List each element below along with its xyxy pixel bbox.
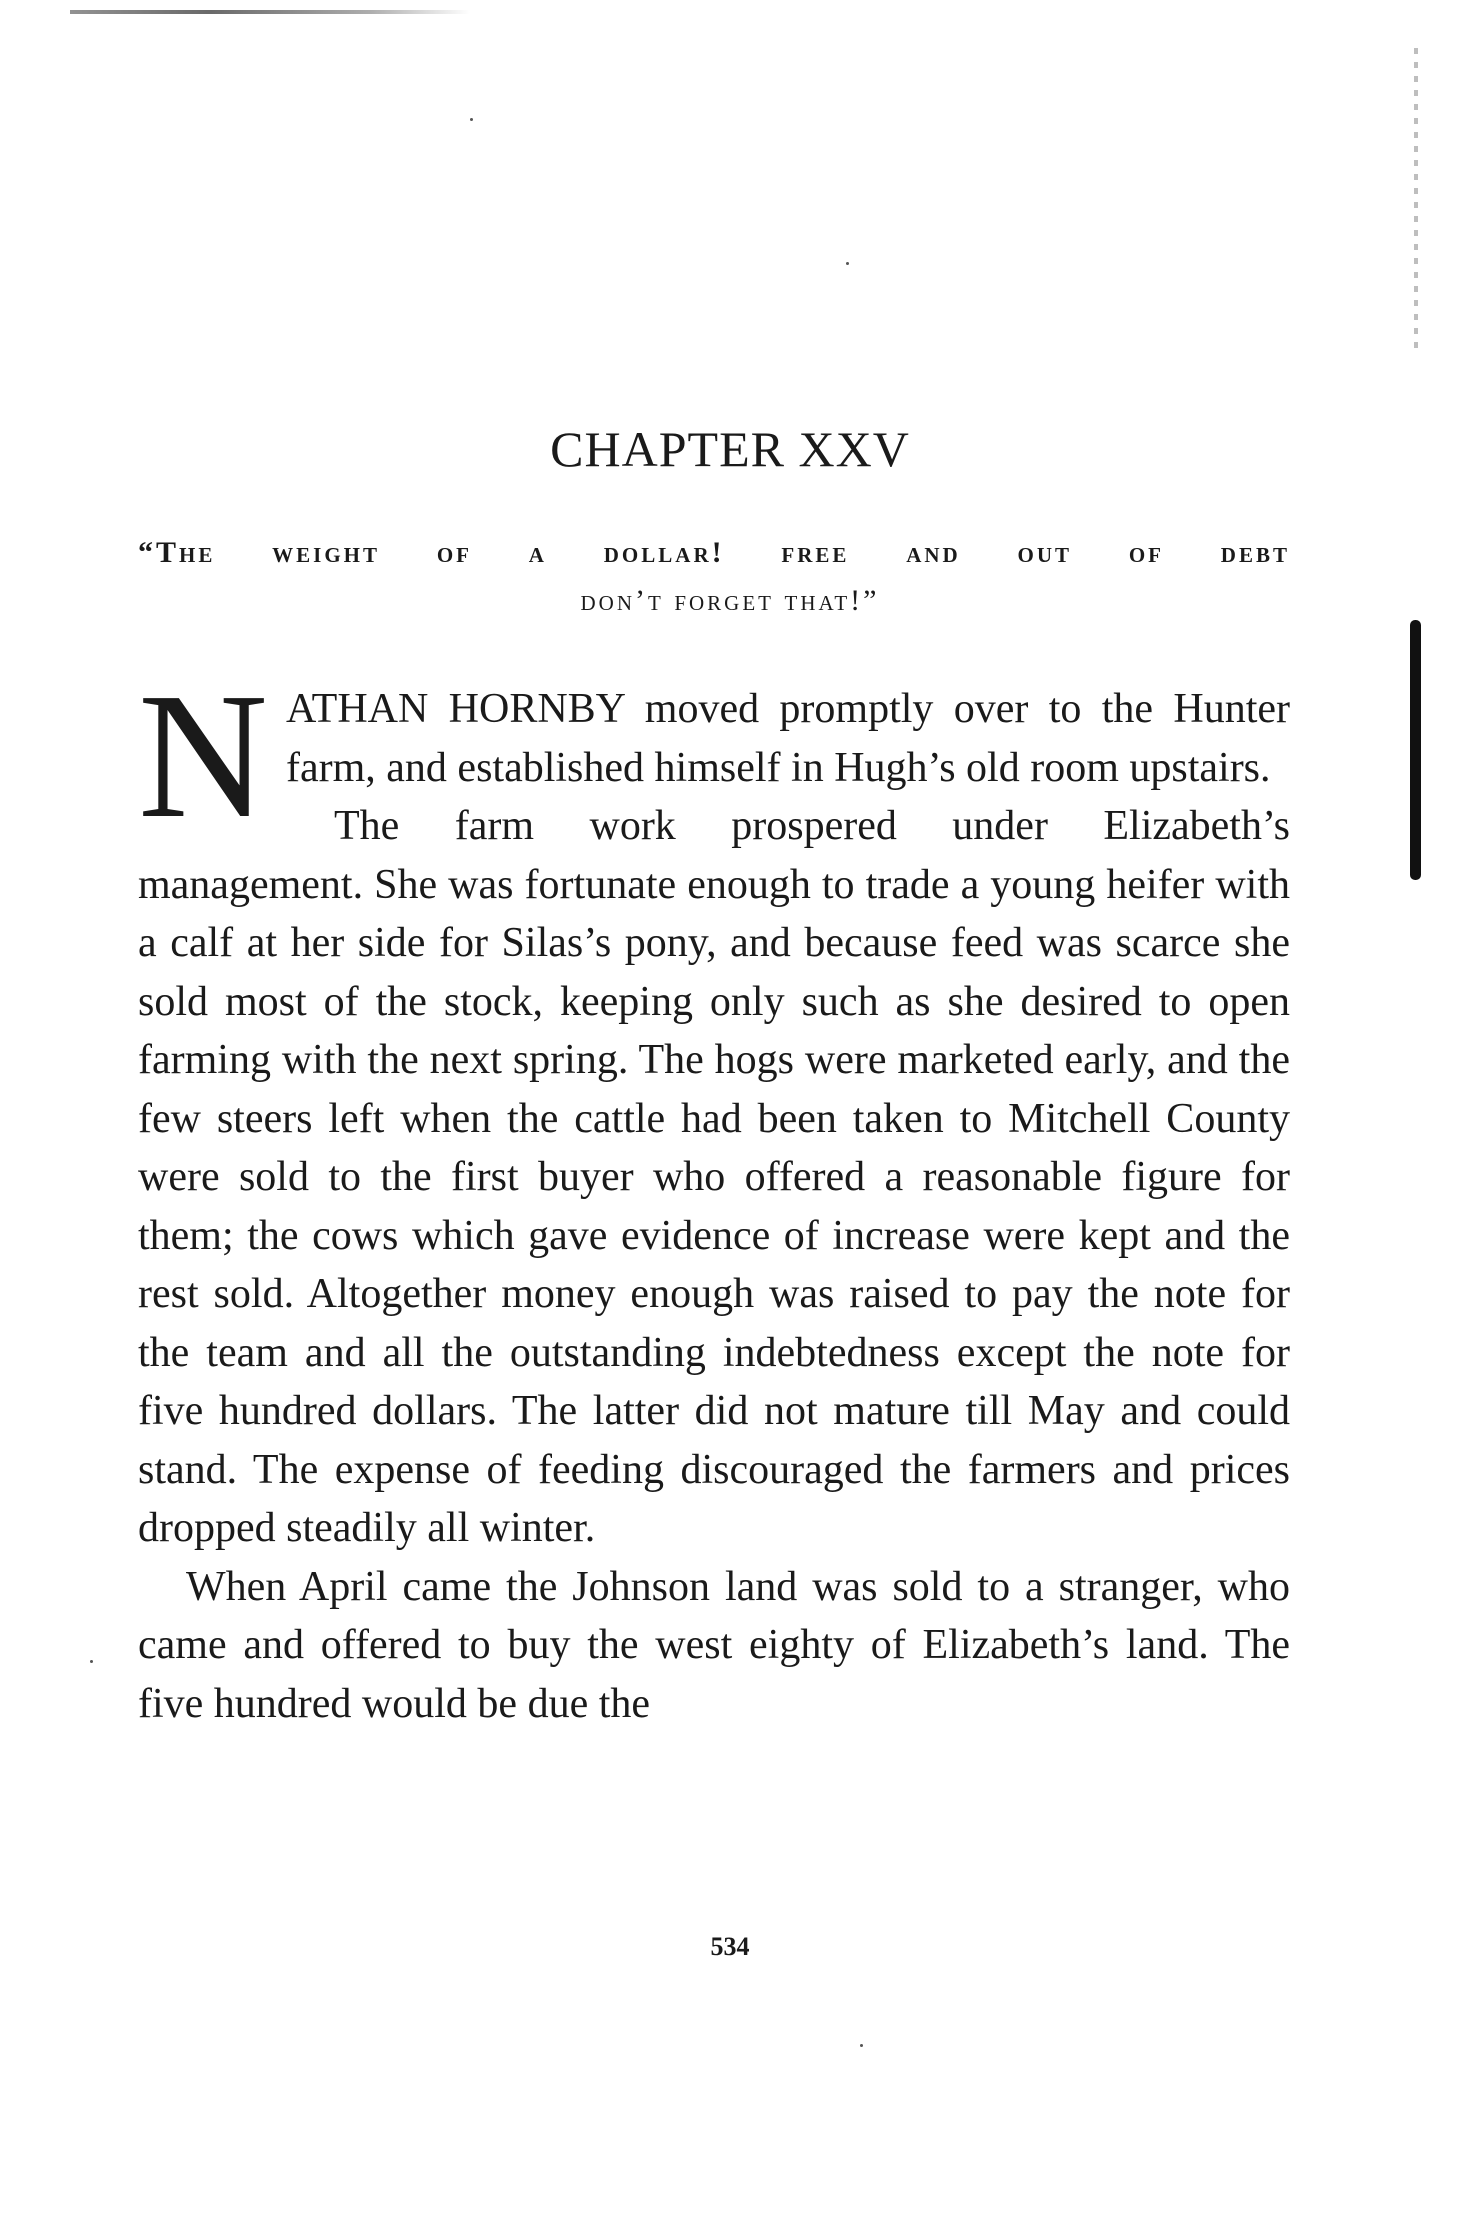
paragraph-3: When April came the Johnson land was sold to a stranger, who came and offered to buy the west eighty of Elizabeth’s land. The five hundred would be due the (138, 1563, 1290, 1727)
scan-artifact-top-rule (70, 10, 470, 14)
scan-artifact-edge-marks (1414, 48, 1418, 348)
paragraph-1 (138, 656, 1290, 855)
scan-speck (846, 262, 849, 265)
paragraph-2: The farm work prospered under Elizabeth’s management. She was fortunate enough to trade a young heifer with a calf at her side for Silas’s pony, and because feed was scarce she sold most of the stock, keeping only such as she desired to open farming with the next spring. The hogs were marketed early, and the few steers left when the cattle had been taken to Mitchell County were sold to the first buyer who offered a reasonable figure for them; the cows which gave evidence of increase were kept and the rest sold. Altogether money enough was raised to pay the note for the team and all the outstanding indebtedness except the note for five hundred dollars. The latter did not mature till May and could stand. The expense of feeding discouraged the farmers and prices dropped steadily all winter. (138, 803, 1290, 1551)
page-number: 534 (710, 1932, 750, 1961)
paragraph-1-text: ATHAN HORNBY moved promptly over to the Hunter farm, and established himself in Hugh’s old room upstairs. (286, 686, 1290, 791)
chapter-text (138, 656, 1290, 1733)
drop-cap: N (138, 656, 268, 855)
chapter-subtitle-line-1: “The weight of a dollar! free and out of debt (138, 536, 1290, 569)
scan-artifact-edge-bar (1410, 620, 1421, 880)
chapter-title: CHAPTER XXV (550, 421, 910, 477)
scan-speck (470, 118, 473, 121)
scan-speck (860, 2044, 863, 2047)
scan-speck (90, 1660, 93, 1663)
chapter-subtitle-line-2: don’t forget that!” (580, 584, 880, 617)
